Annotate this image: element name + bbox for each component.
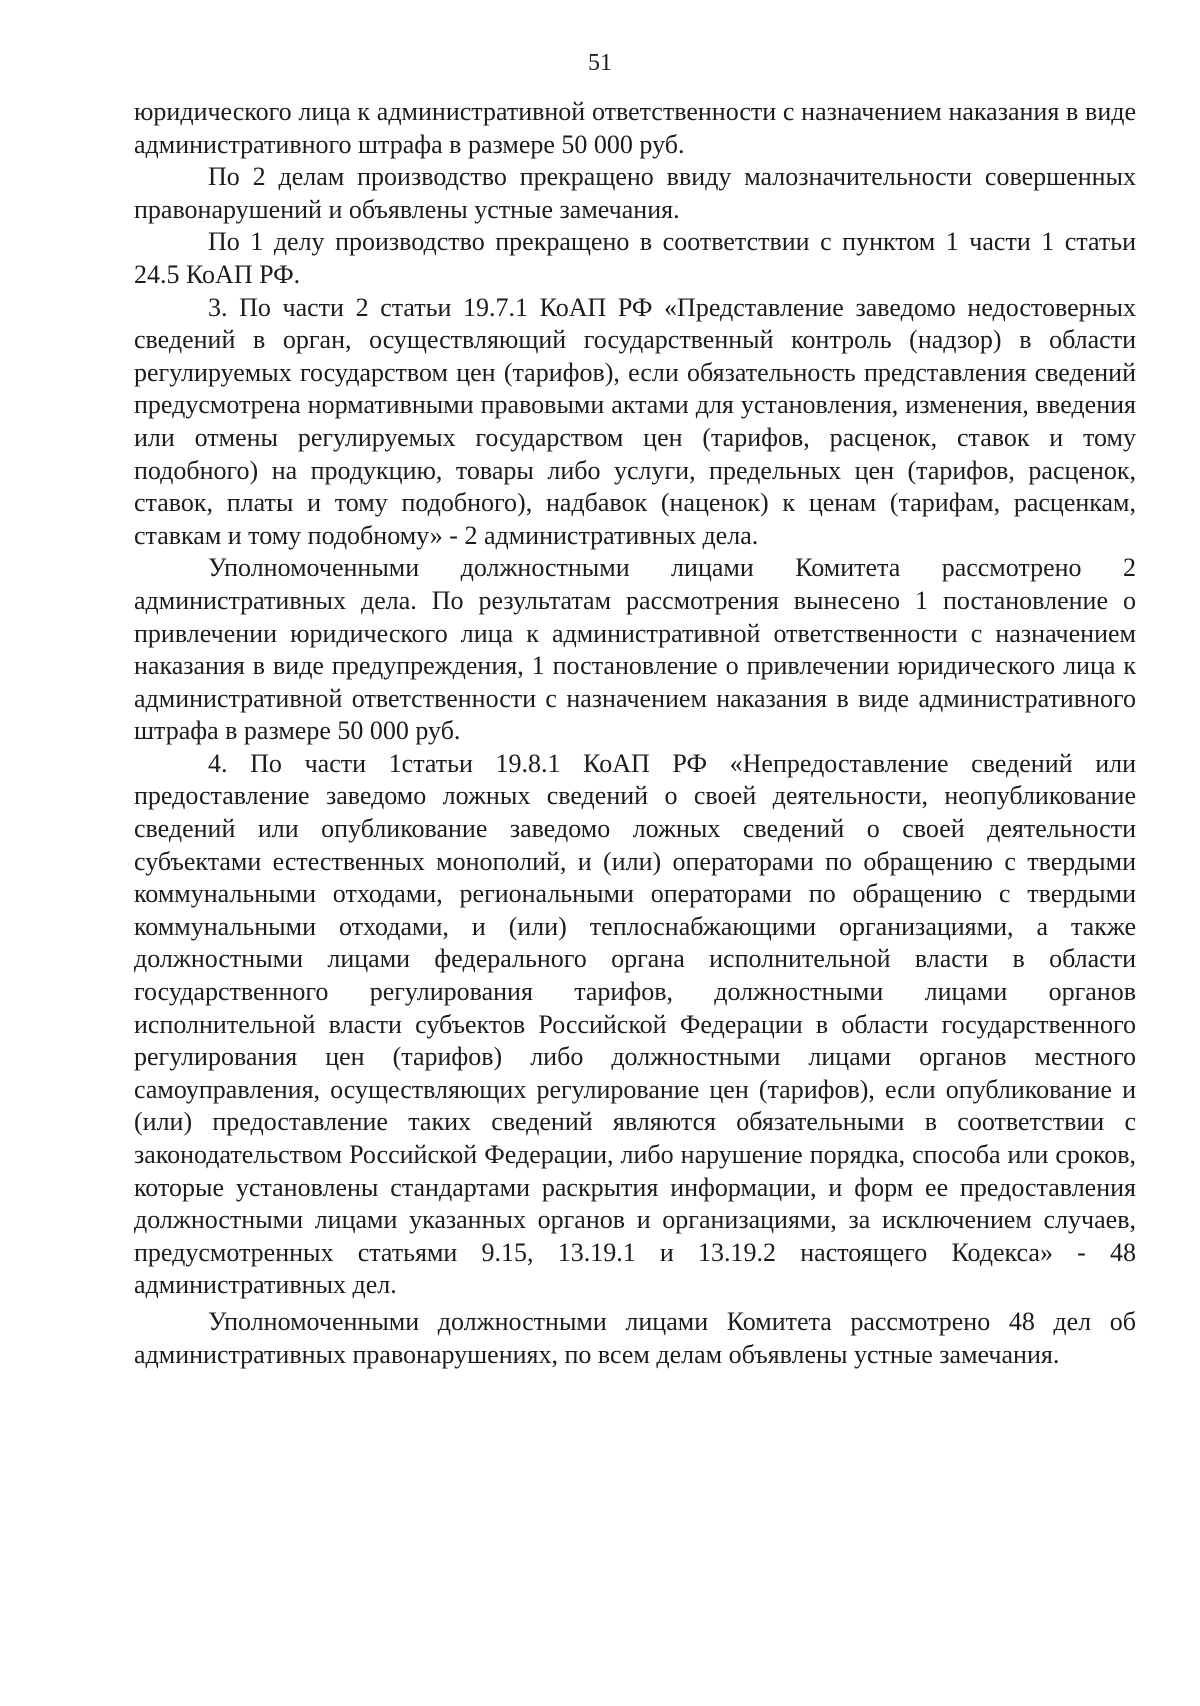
- page-number: 51: [588, 50, 612, 76]
- paragraph-article-19-8-1-results: Уполномоченными должностными лицами Комитета рассмотрено 48 дел об административных правонарушениях, по всем делам объявлены устные замечания.: [134, 1306, 1136, 1369]
- paragraph-article-19-8-1: 4. По части 1статьи 19.8.1 КоАП РФ «Непредоставление сведений или предоставление заведомо ложных сведений о своей деятельности, неопубликование сведений или опубликование заведомо ложных сведений о своей деятельности субъектами естественных монополий, и (или) операторами по обращению с твердыми коммунальными отходами, региональными операторами по обращению с твердыми коммунальными отходами, и (или) теплоснабжающими организациями, а также должностными лицами федерального органа исполнительной власти в области государственного регулирования тарифов, должностными лицами органов исполнительной власти субъектов Российской Федерации в области государственного регулирования цен (тарифов) либо должностными лицами органов местного самоуправления, осуществляющих регулирование цен (тарифов), если опубликование и (или) предоставление таких сведений являются обязательными в соответствии с законодательством Российской Федерации, либо нарушение порядка, способа или сроков, которые установлены стандартами раскрытия информации, и форм ее предоставления должностными лицами указанных органов и организациями, за исключением случаев, предусмотренных статьями 9.15, 13.19.1 и 13.19.2 настоящего Кодекса» - 48 административных дел.: [134, 748, 1136, 1300]
- paragraph-article-19-7-1: 3. По части 2 статьи 19.7.1 КоАП РФ «Представление заведомо недостоверных сведений в орган, осуществляющий государственный контроль (надзор) в области регулируемых государством цен (тарифов), если обязательность представления сведений предусмотрена нормативными правовыми актами для установления, изменения, введения или отмены регулируемых государством цен (тарифов, расценок, ставок и тому подобного) на продукцию, товары либо услуги, предельных цен (тарифов, расценок, ставок, платы и тому подобного), надбавок (наценок) к ценам (тарифам, расценкам, ставкам и тому подобному» - 2 административных дела.: [134, 292, 1136, 550]
- paragraph-continuation: юридического лица к административной ответственности с назначением наказания в виде административного штрафа в размере 50 000 руб.: [134, 97, 1136, 159]
- document-body: [134, 96, 1136, 1371]
- paragraph-minor-offenses: По 2 делам производство прекращено ввиду малозначительности совершенных правонарушений и объявлены устные замечания.: [134, 162, 1136, 224]
- paragraph-article-19-7-1-results: Уполномоченными должностными лицами Комитета рассмотрено 2 административных дела. По результатам рассмотрения вынесено 1 постановление о привлечении юридического лица к административной ответственности с назначением наказания в виде предупреждения, 1 постановление о привлечении юридического лица к административной ответственности с назначением наказания в виде административного штрафа в размере 50 000 руб.: [134, 553, 1136, 746]
- paragraph-terminated-case: По 1 делу производство прекращено в соответствии с пунктом 1 части 1 статьи 24.5 КоАП РФ.: [134, 227, 1136, 289]
